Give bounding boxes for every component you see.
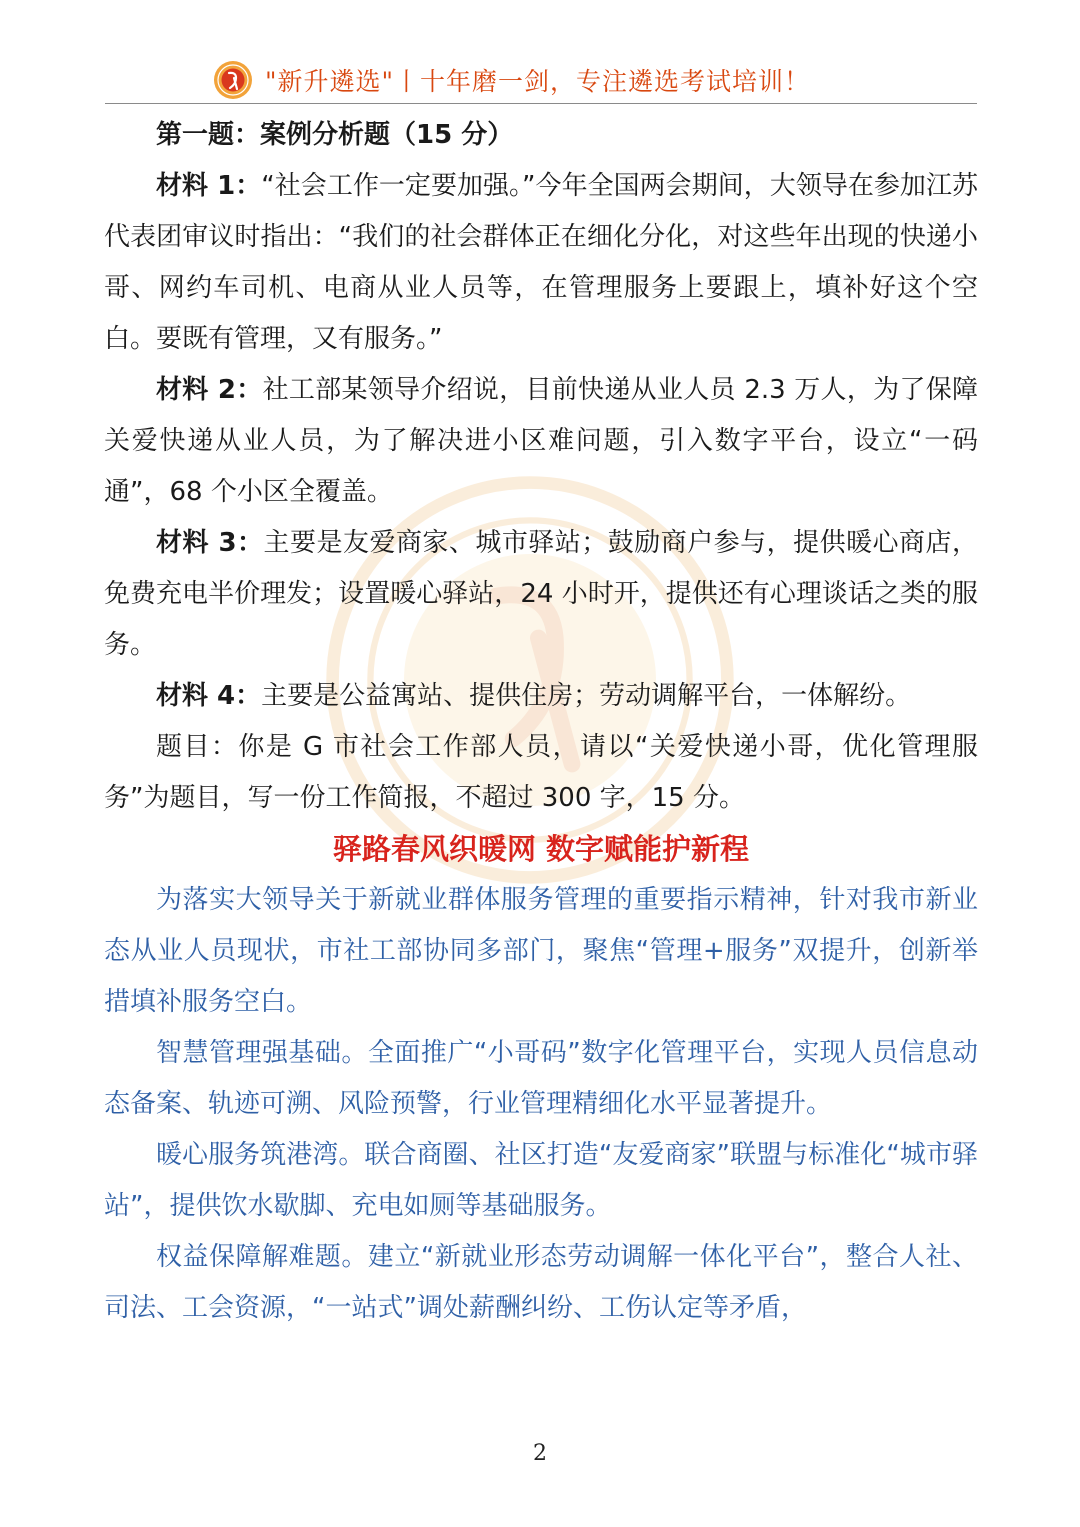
- question-prompt: 题目：你是 G 市社会工作部人员，请以“关爱快递小哥，优化管理服务”为题目，写一份工作简报，不超过 300 字，15 分。: [104, 732, 978, 813]
- material-1: [104, 161, 978, 365]
- material-text: 主要是公益寓站、提供住房；劳动调解平台，一体解纷。: [261, 681, 912, 711]
- answer-title: 驿路春风织暖网 数字赋能护新程: [332, 832, 750, 866]
- answer-paragraph: 权益保障解难题。建立“新就业形态劳动调解一体化平台”，整合人社、司法、工会资源，“一站式”调处薪酬纠纷、工伤认定等矛盾，: [104, 1242, 978, 1323]
- material-2: [104, 365, 978, 518]
- material-text: 社工部某领导介绍说，目前快递从业人员 2.3 万人，为了保障关爱快递从业人员，为了解决进小区难问题，引入数字平台，设立“一码通”，68 个小区全覆盖。: [104, 375, 978, 507]
- header-divider: [105, 103, 977, 104]
- material-label: 材料 3：: [156, 528, 264, 558]
- material-3: [104, 518, 978, 671]
- document-body: [104, 110, 978, 1334]
- answer-paragraph: 为落实大领导关于新就业群体服务管理的重要指示精神，针对我市新业态从业人员现状，市社工部协同多部门，聚焦“管理+服务”双提升，创新举措填补服务空白。: [104, 885, 978, 1017]
- material-label: 材料 1：: [156, 171, 262, 201]
- material-text: 主要是友爱商家、城市驿站；鼓励商户参与，提供暖心商店，免费充电半价理发；设置暖心驿站，24 小时开，提供还有心理谈话之类的服务。: [104, 528, 978, 660]
- material-label: 材料 4：: [156, 681, 262, 711]
- page-number: 2: [533, 1441, 547, 1466]
- material-4: [104, 671, 978, 722]
- answer-paragraph: 暖心服务筑港湾。联合商圈、社区打造“友爱商家”联盟与标准化“城市驿站”，提供饮水歇脚、充电如厕等基础服务。: [104, 1140, 978, 1221]
- material-label: 材料 2：: [156, 375, 263, 405]
- seal-logo-icon: [213, 60, 253, 100]
- answer-paragraph: 智慧管理强基础。全面推广“小哥码”数字化管理平台，实现人员信息动态备案、轨迹可溯、风险预警，行业管理精细化水平显著提升。: [104, 1038, 978, 1119]
- header-slogan: "新升遴选"丨十年磨一剑，专注遴选考试培训！: [265, 67, 810, 96]
- question-heading: 第一题：案例分析题（15 分）: [156, 120, 514, 150]
- material-text: “社会工作一定要加强。”今年全国两会期间，大领导在参加江苏代表团审议时指出：“我们的社会群体正在细化分化，对这些年出现的快递小哥、网约车司机、电商从业人员等，在管理服务上要跟上，填补好这个空白。要既有管理，又有服务。”: [104, 171, 978, 354]
- page-header: [105, 56, 977, 104]
